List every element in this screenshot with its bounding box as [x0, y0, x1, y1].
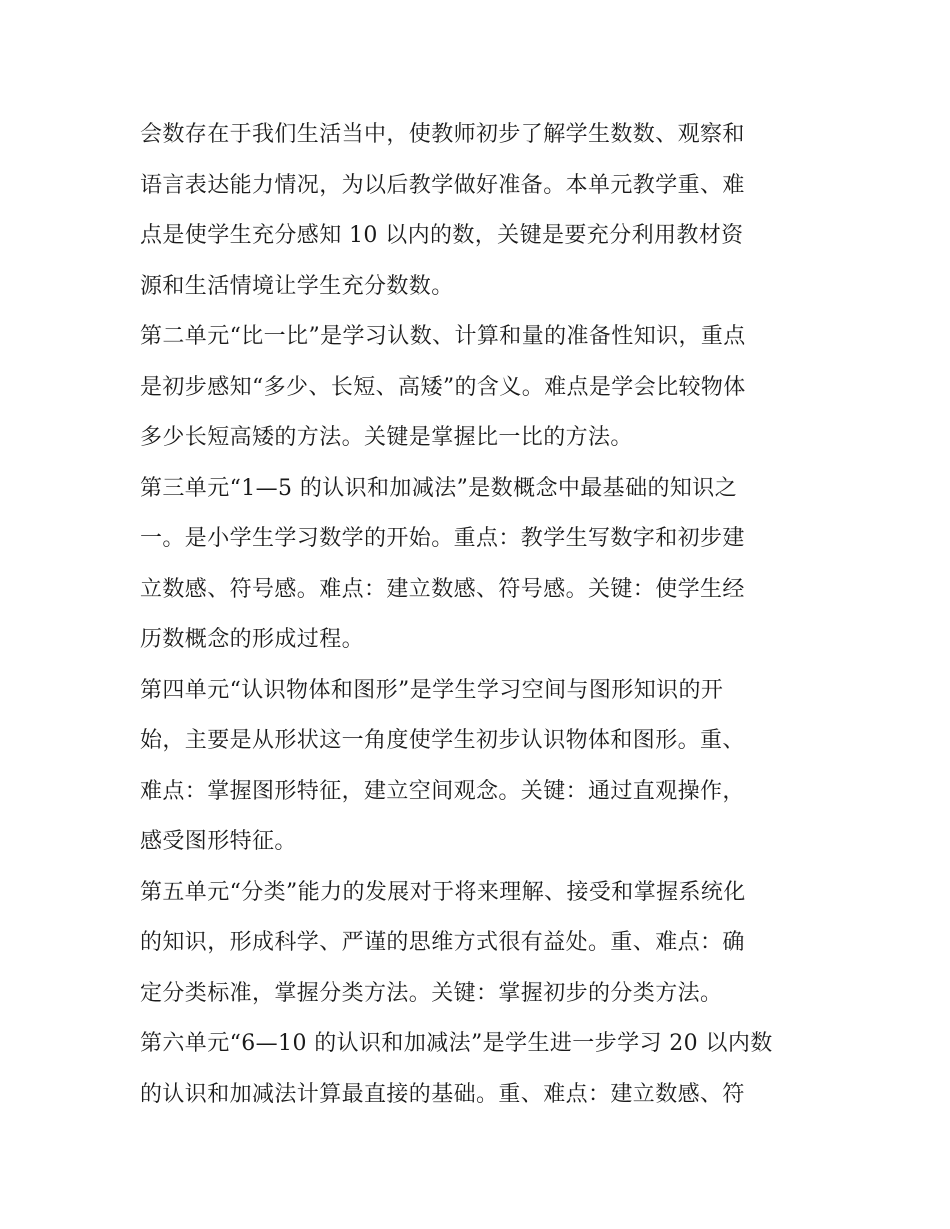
- text-line: 难点：掌握图形特征，建立空间观念。关键：通过直观操作，: [140, 778, 745, 804]
- text-line: 第三单元“1—5 的认识和加减法”是数概念中最基础的知识之: [140, 475, 738, 501]
- text-line: 点是使学生充分感知 10 以内的数，关键是要充分利用教材资: [140, 223, 744, 248]
- text-line: 的认识和加减法计算最直接的基础。重、难点：建立数感、符: [140, 1081, 745, 1107]
- text-line: 历数概念的形成过程。: [140, 627, 365, 652]
- text-line: 第六单元“6—10 的认识和加减法”是学生进一步学习 20 以内数: [140, 1031, 773, 1056]
- text-line: 定分类标准，掌握分类方法。关键：掌握初步的分类方法。: [140, 980, 723, 1006]
- text-line: 语言表达能力情况，为以后教学做好准备。本单元教学重、难: [140, 172, 745, 198]
- text-line: 始，主要是从形状这一角度使学生初步认识物体和图形。重、: [140, 728, 745, 753]
- text-line: 源和生活情境让学生充分数数。: [140, 273, 454, 299]
- text-line: 一。是小学生学习数学的开始。重点：教学生写数字和初步建: [140, 526, 745, 551]
- text-line: 会数存在于我们生活当中，使教师初步了解学生数数、观察和: [140, 122, 745, 147]
- text-line: 多少长短高矮的方法。关键是掌握比一比的方法。: [140, 425, 633, 450]
- text-line: 立数感、符号感。难点：建立数感、符号感。关键：使学生经: [140, 576, 745, 602]
- text-line: 的知识，形成科学、严谨的思维方式很有益处。重、难点：确: [140, 930, 745, 955]
- text-line: 是初步感知“多少、长短、高矮”的含义。难点是学会比较物体: [140, 374, 746, 400]
- text-line: 第二单元“比一比”是学习认数、计算和量的准备性知识，重点: [140, 324, 746, 349]
- text-line: 感受图形特征。: [140, 829, 297, 854]
- document-body: [140, 110, 830, 1120]
- text-line: 第五单元“分类”能力的发展对于将来理解、接受和掌握系统化: [140, 879, 746, 905]
- text-line: 第四单元“认识物体和图形”是学生学习空间与图形知识的开: [140, 677, 724, 703]
